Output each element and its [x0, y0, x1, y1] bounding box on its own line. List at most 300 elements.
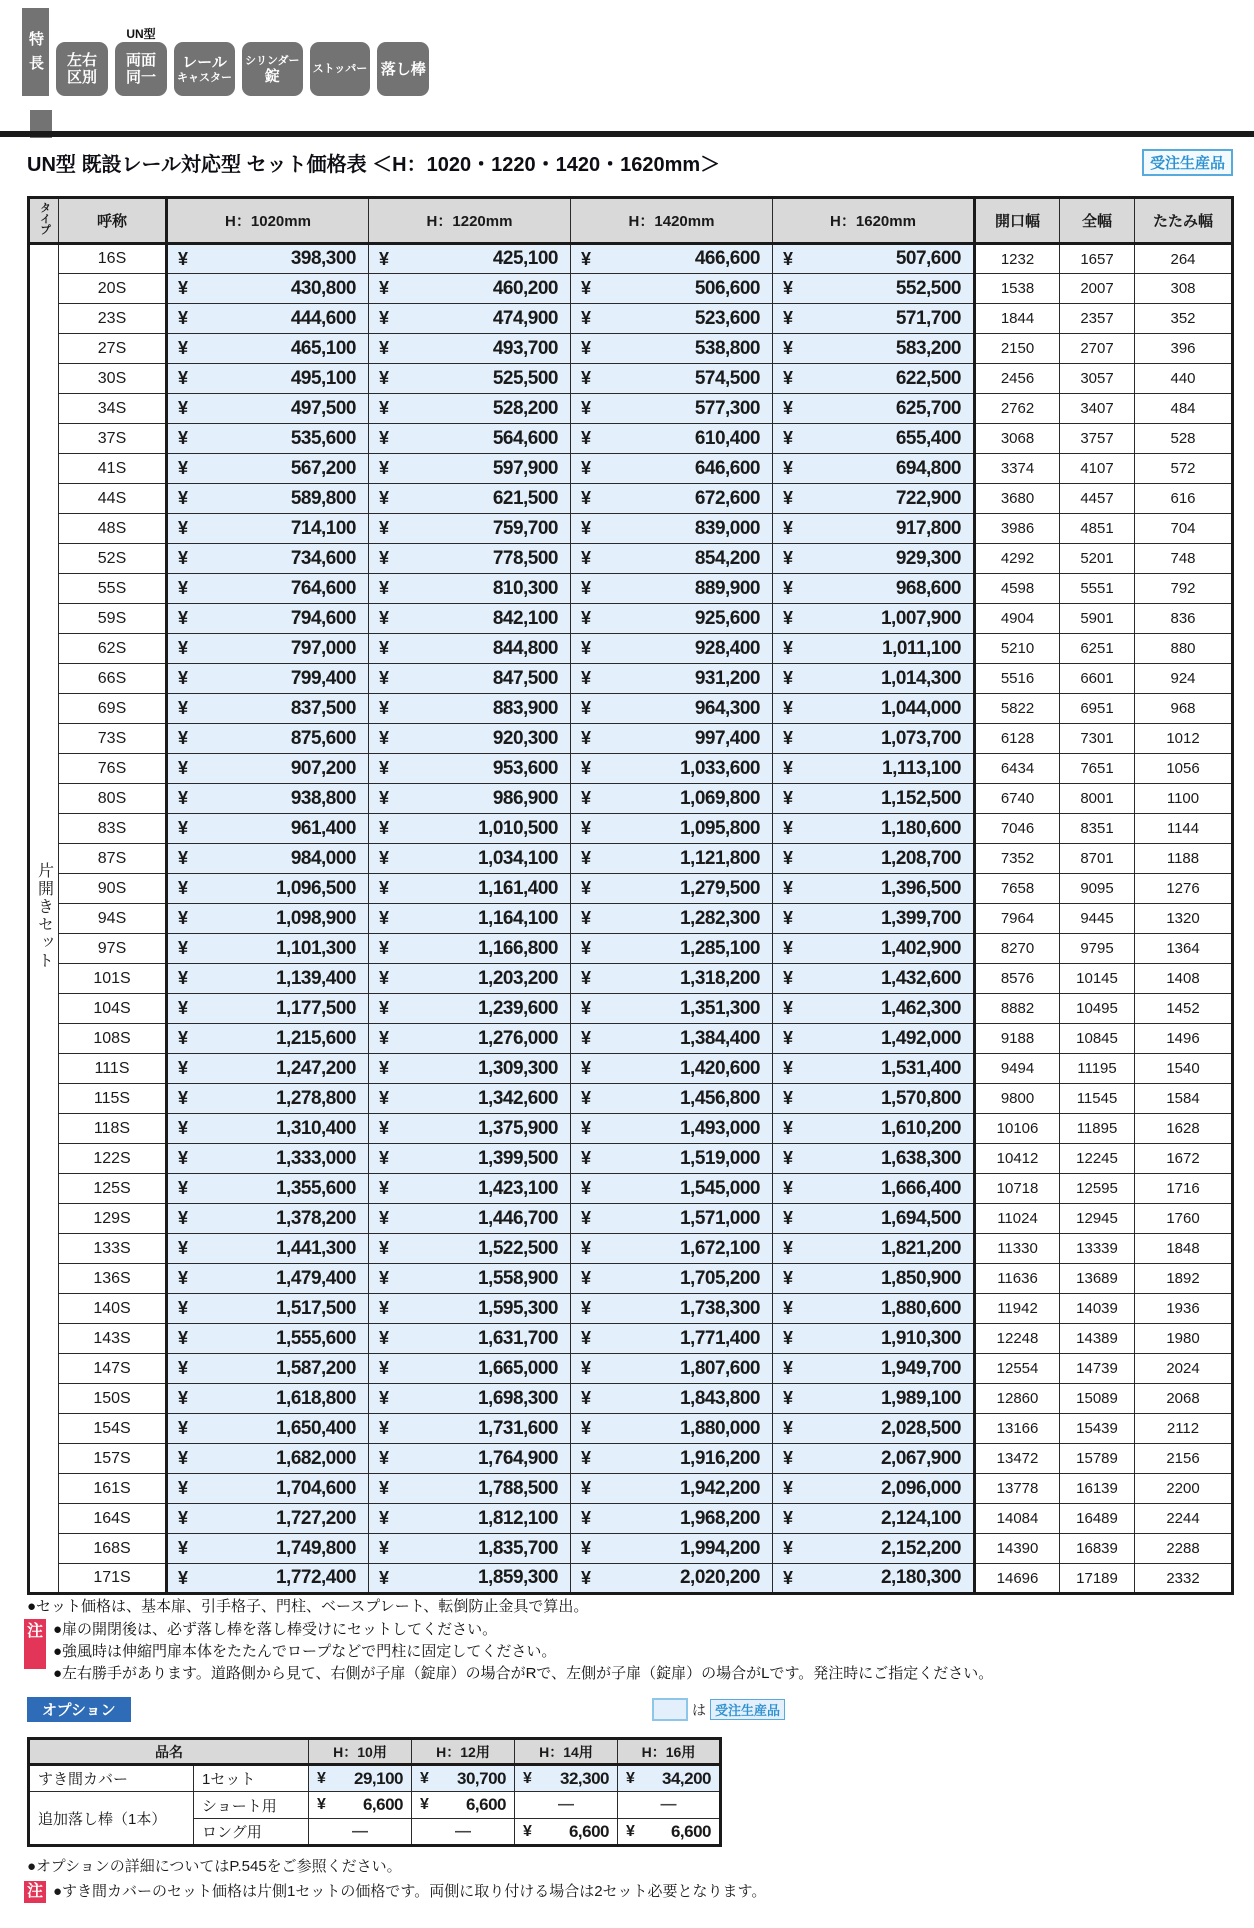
price-amount: 1,880,600 [880, 1297, 961, 1319]
price-cell [571, 844, 773, 874]
total-width: 9795 [1060, 934, 1135, 964]
price-cell [773, 1054, 975, 1084]
price-cell [773, 1114, 975, 1144]
model-name: 87S [59, 844, 167, 874]
yen-symbol: ¥ [581, 728, 592, 748]
price-amount: 1,215,600 [275, 1027, 356, 1049]
price-amount: 1,139,400 [275, 967, 356, 989]
price-cell [773, 1504, 975, 1534]
price-cell [167, 844, 369, 874]
price-row-164S [29, 1504, 1233, 1534]
price-cell [167, 694, 369, 724]
price-cell [571, 424, 773, 454]
price-amount: 1,375,900 [477, 1117, 558, 1139]
price-amount: 1,446,700 [477, 1207, 558, 1229]
yen-symbol: ¥ [581, 368, 592, 388]
price-row-157S [29, 1444, 1233, 1474]
model-name: 23S [59, 304, 167, 334]
yen-symbol: ¥ [783, 608, 794, 628]
model-name: 129S [59, 1204, 167, 1234]
price-amount: 622,500 [895, 367, 961, 389]
price-row-90S [29, 874, 1233, 904]
price-amount: 847,500 [492, 667, 558, 689]
fold-width: 1672 [1135, 1144, 1233, 1174]
model-name: 140S [59, 1294, 167, 1324]
col-header-h10: H：10用 [309, 1739, 412, 1765]
caution-line: ●扉の開閉後は、必ず落し棒を落し棒受けにセットしてください。 [53, 1621, 498, 1638]
yen-symbol: ¥ [379, 818, 390, 838]
price-amount: 1,666,400 [880, 1177, 961, 1199]
price-cell [167, 1474, 369, 1504]
price-amount: 1,069,800 [679, 787, 760, 809]
price-amount: 655,400 [895, 427, 961, 449]
total-width: 8001 [1060, 784, 1135, 814]
price-amount: 1,638,300 [880, 1147, 961, 1169]
model-name: 20S [59, 274, 167, 304]
price-row-111S [29, 1054, 1233, 1084]
open-width: 13472 [975, 1444, 1060, 1474]
model-name: 55S [59, 574, 167, 604]
open-width: 11330 [975, 1234, 1060, 1264]
price-cell [167, 334, 369, 364]
price-cell [571, 964, 773, 994]
yen-symbol: ¥ [178, 1268, 189, 1288]
open-width: 5210 [975, 634, 1060, 664]
total-width: 6951 [1060, 694, 1135, 724]
price-row-34S [29, 394, 1233, 424]
price-amount: 1,309,300 [477, 1057, 558, 1079]
yen-symbol: ¥ [178, 608, 189, 628]
yen-symbol: ¥ [581, 1328, 592, 1348]
model-name: 164S [59, 1504, 167, 1534]
price-row-37S [29, 424, 1233, 454]
price-row-104S [29, 994, 1233, 1024]
price-cell [618, 1819, 721, 1846]
col-header-fold-width: たたみ幅 [1135, 198, 1233, 244]
price-row-41S [29, 454, 1233, 484]
price-row-76S [29, 754, 1233, 784]
price-amount: 953,600 [492, 757, 558, 779]
price-cell [369, 814, 571, 844]
price-row-23S [29, 304, 1233, 334]
fold-width: 1012 [1135, 724, 1233, 754]
fold-width: 1452 [1135, 994, 1233, 1024]
fold-width: 1276 [1135, 874, 1233, 904]
yen-symbol: ¥ [783, 248, 794, 269]
price-amount: 577,300 [694, 397, 760, 419]
fold-width: 1980 [1135, 1324, 1233, 1354]
price-amount: 1,378,200 [275, 1207, 356, 1229]
yen-symbol: ¥ [379, 998, 390, 1018]
yen-symbol: ¥ [178, 1238, 189, 1258]
yen-symbol: ¥ [783, 1088, 794, 1108]
yen-symbol: ¥ [581, 248, 592, 269]
yen-symbol: ¥ [783, 758, 794, 778]
price-cell [369, 1264, 571, 1294]
price-amount: 465,100 [290, 337, 356, 359]
model-name: 34S [59, 394, 167, 424]
price-cell [369, 904, 571, 934]
price-cell [773, 334, 975, 364]
yen-symbol: ¥ [581, 1567, 592, 1588]
yen-symbol: ¥ [783, 1028, 794, 1048]
yen-symbol: ¥ [420, 1769, 429, 1787]
yen-symbol: ¥ [581, 1478, 592, 1498]
price-cell [571, 1354, 773, 1384]
model-name: 125S [59, 1174, 167, 1204]
options-badge: オプション [27, 1697, 131, 1722]
price-cell [167, 1504, 369, 1534]
model-name: 59S [59, 604, 167, 634]
open-width: 1232 [975, 244, 1060, 274]
price-cell [167, 1084, 369, 1114]
price-amount: 797,000 [290, 637, 356, 659]
yen-symbol: ¥ [783, 1298, 794, 1318]
open-width: 11942 [975, 1294, 1060, 1324]
feature-badge: ストッパー [310, 26, 371, 96]
model-name: 80S [59, 784, 167, 814]
yen-symbol: ¥ [581, 1448, 592, 1468]
price-cell [773, 364, 975, 394]
price-amount: 1,007,900 [880, 607, 961, 629]
price-cell [369, 1534, 571, 1564]
price-cell [773, 1384, 975, 1414]
price-cell [369, 394, 571, 424]
price-amount: 1,545,000 [679, 1177, 760, 1199]
price-cell [773, 454, 975, 484]
price-amount: 466,600 [694, 248, 760, 269]
yen-symbol: ¥ [178, 1058, 189, 1078]
yen-symbol: ¥ [783, 1567, 794, 1588]
price-amount: 646,600 [694, 457, 760, 479]
open-width: 3068 [975, 424, 1060, 454]
price-row-140S [29, 1294, 1233, 1324]
price-amount: 839,000 [694, 517, 760, 539]
col-header-open-width: 開口幅 [975, 198, 1060, 244]
price-cell [167, 364, 369, 394]
price-cell [167, 1444, 369, 1474]
price-amount: 444,600 [290, 307, 356, 329]
price-amount: 1,682,000 [275, 1447, 356, 1469]
yen-symbol: ¥ [178, 1538, 189, 1558]
yen-symbol: ¥ [581, 1268, 592, 1288]
made-to-order-legend [652, 1698, 785, 1721]
price-amount: 714,100 [290, 517, 356, 539]
price-amount: 425,100 [492, 248, 558, 269]
fold-width: 440 [1135, 364, 1233, 394]
total-width: 9445 [1060, 904, 1135, 934]
price-amount: 1,399,500 [477, 1147, 558, 1169]
price-cell [369, 1084, 571, 1114]
fold-width: 1144 [1135, 814, 1233, 844]
price-cell [309, 1765, 412, 1792]
price-cell [773, 484, 975, 514]
option-caution-line: ●すき間カバーのセット価格は片側1セットの価格です。両側に取り付ける場合は2セット必要となります。 [53, 1883, 767, 1900]
open-width: 1538 [975, 274, 1060, 304]
price-amount: 1,880,000 [679, 1417, 760, 1439]
yen-symbol: ¥ [379, 1238, 390, 1258]
total-width: 7651 [1060, 754, 1135, 784]
price-amount: 1,285,100 [679, 937, 760, 959]
price-amount: 1,731,600 [477, 1417, 558, 1439]
yen-symbol: ¥ [379, 1567, 390, 1588]
open-width: 12554 [975, 1354, 1060, 1384]
price-amount: 1,113,100 [882, 757, 961, 779]
price-amount: 497,500 [290, 397, 356, 419]
yen-symbol: ¥ [783, 968, 794, 988]
yen-symbol: ¥ [523, 1769, 532, 1787]
price-cell [773, 574, 975, 604]
price-amount: 1,910,300 [880, 1327, 961, 1349]
price-row-125S [29, 1174, 1233, 1204]
price-cell [369, 784, 571, 814]
fold-width: 1496 [1135, 1024, 1233, 1054]
price-amount: 842,100 [492, 607, 558, 629]
open-width: 13778 [975, 1474, 1060, 1504]
yen-symbol: ¥ [379, 248, 390, 269]
model-name: 150S [59, 1384, 167, 1414]
fold-width: 572 [1135, 454, 1233, 484]
yen-symbol: ¥ [581, 458, 592, 478]
total-width: 12245 [1060, 1144, 1135, 1174]
fold-width: 2244 [1135, 1504, 1233, 1534]
fold-width: 2024 [1135, 1354, 1233, 1384]
fold-width: 1628 [1135, 1114, 1233, 1144]
price-amount: 6,600 [568, 1821, 609, 1841]
price-table-header-row [29, 198, 1233, 244]
total-width: 5901 [1060, 604, 1135, 634]
fold-width: 1540 [1135, 1054, 1233, 1084]
feature-badge: 落し棒 [377, 26, 429, 96]
yen-symbol: ¥ [178, 1118, 189, 1138]
yen-symbol: ¥ [178, 578, 189, 598]
price-cell [369, 844, 571, 874]
price-amount: 1,282,300 [679, 907, 760, 929]
yen-symbol: ¥ [178, 278, 189, 298]
price-cell [369, 664, 571, 694]
open-width: 6434 [975, 754, 1060, 784]
yen-symbol: ¥ [379, 848, 390, 868]
yen-symbol: ¥ [581, 548, 592, 568]
price-cell [773, 814, 975, 844]
option-name: すき間カバー [29, 1765, 194, 1792]
yen-symbol: ¥ [178, 698, 189, 718]
model-name: 136S [59, 1264, 167, 1294]
open-width: 3374 [975, 454, 1060, 484]
total-width: 14739 [1060, 1354, 1135, 1384]
fold-width: 1760 [1135, 1204, 1233, 1234]
yen-symbol: ¥ [783, 1148, 794, 1168]
open-width: 2762 [975, 394, 1060, 424]
yen-symbol: ¥ [178, 248, 189, 269]
model-name: 143S [59, 1324, 167, 1354]
price-cell [369, 1174, 571, 1204]
total-width: 16489 [1060, 1504, 1135, 1534]
price-cell [773, 1294, 975, 1324]
price-row-147S [29, 1354, 1233, 1384]
price-amount: 1,850,900 [880, 1267, 961, 1289]
price-cell [167, 274, 369, 304]
total-width: 5551 [1060, 574, 1135, 604]
yen-symbol: ¥ [379, 548, 390, 568]
price-cell [167, 304, 369, 334]
price-cell [369, 304, 571, 334]
price-cell [369, 634, 571, 664]
fold-width: 1408 [1135, 964, 1233, 994]
open-width: 13166 [975, 1414, 1060, 1444]
yen-symbol: ¥ [783, 1328, 794, 1348]
open-width: 7964 [975, 904, 1060, 934]
model-name: 27S [59, 334, 167, 364]
model-name: 76S [59, 754, 167, 784]
price-amount: 1,705,200 [679, 1267, 760, 1289]
price-amount: 6,600 [362, 1795, 403, 1814]
total-width: 3757 [1060, 424, 1135, 454]
price-row-16S [29, 244, 1233, 274]
price-cell [369, 1444, 571, 1474]
total-width: 17189 [1060, 1564, 1135, 1594]
fold-width: 1100 [1135, 784, 1233, 814]
feature-badges [56, 26, 429, 96]
fold-width: 2156 [1135, 1444, 1233, 1474]
fold-width: 2200 [1135, 1474, 1233, 1504]
price-cell [167, 1024, 369, 1054]
open-width: 14390 [975, 1534, 1060, 1564]
yen-symbol: ¥ [178, 1028, 189, 1048]
price-amount: 430,800 [290, 277, 356, 299]
model-name: 30S [59, 364, 167, 394]
price-amount: 759,700 [492, 517, 558, 539]
price-cell [571, 334, 773, 364]
yen-symbol: ¥ [178, 758, 189, 778]
price-cell [369, 994, 571, 1024]
yen-symbol: ¥ [379, 1328, 390, 1348]
price-cell [369, 1354, 571, 1384]
price-row-136S [29, 1264, 1233, 1294]
price-amount: 525,500 [492, 367, 558, 389]
yen-symbol: ¥ [379, 908, 390, 928]
price-row-27S [29, 334, 1233, 364]
price-cell [167, 1204, 369, 1234]
legend-text: は [691, 1701, 706, 1718]
price-cell [167, 874, 369, 904]
fold-width: 924 [1135, 664, 1233, 694]
fold-width: 1056 [1135, 754, 1233, 784]
price-cell [167, 634, 369, 664]
price-cell [773, 1564, 975, 1594]
price-amount: 1,276,000 [477, 1027, 558, 1049]
yen-symbol: ¥ [379, 728, 390, 748]
yen-symbol: ¥ [379, 1178, 390, 1198]
price-amount: 672,600 [694, 487, 760, 509]
yen-symbol: ¥ [379, 458, 390, 478]
yen-symbol: ¥ [178, 848, 189, 868]
yen-symbol: ¥ [783, 1268, 794, 1288]
price-amount: 1,587,200 [275, 1357, 356, 1379]
price-cell [369, 1564, 571, 1594]
yen-symbol: ¥ [379, 1058, 390, 1078]
yen-symbol: ¥ [783, 1418, 794, 1438]
option-caution-group [24, 1881, 1239, 1903]
price-amount: 1,333,000 [275, 1147, 356, 1169]
price-cell [571, 1054, 773, 1084]
yen-symbol: ¥ [783, 938, 794, 958]
yen-symbol: ¥ [581, 998, 592, 1018]
yen-symbol: ¥ [379, 428, 390, 448]
model-name: 154S [59, 1414, 167, 1444]
price-cell [571, 874, 773, 904]
total-width: 2707 [1060, 334, 1135, 364]
yen-symbol: ¥ [379, 518, 390, 538]
yen-symbol: ¥ [783, 1118, 794, 1138]
price-amount: 694,800 [895, 457, 961, 479]
yen-symbol: ¥ [783, 308, 794, 328]
price-cell [167, 394, 369, 424]
model-name: 157S [59, 1444, 167, 1474]
yen-symbol: ¥ [783, 398, 794, 418]
price-cell [369, 544, 571, 574]
price-cell [773, 394, 975, 424]
price-row-80S [29, 784, 1233, 814]
price-amount: 1,399,700 [880, 907, 961, 929]
yen-symbol: ¥ [581, 878, 592, 898]
options-table-body [29, 1765, 721, 1846]
price-row-52S [29, 544, 1233, 574]
yen-symbol: ¥ [178, 428, 189, 448]
yen-symbol: ¥ [379, 1418, 390, 1438]
price-cell [773, 934, 975, 964]
price-cell [369, 364, 571, 394]
fold-width: 880 [1135, 634, 1233, 664]
yen-symbol: ¥ [178, 788, 189, 808]
yen-symbol: ¥ [178, 1508, 189, 1528]
price-cell [309, 1792, 412, 1819]
price-cell [167, 664, 369, 694]
yen-symbol: ¥ [379, 1358, 390, 1378]
yen-symbol: ¥ [379, 578, 390, 598]
options-notes [24, 1856, 1239, 1903]
price-row-133S [29, 1234, 1233, 1264]
price-amount: 1,650,400 [275, 1417, 356, 1439]
fold-width: 968 [1135, 694, 1233, 724]
total-width: 3407 [1060, 394, 1135, 424]
price-amount: 1,479,400 [275, 1267, 356, 1289]
yen-symbol: ¥ [178, 458, 189, 478]
yen-symbol: ¥ [379, 758, 390, 778]
fold-width: 396 [1135, 334, 1233, 364]
col-header-h1020: H：1020mm [167, 198, 369, 244]
yen-symbol: ¥ [178, 398, 189, 418]
yen-symbol: ¥ [379, 278, 390, 298]
total-width: 12945 [1060, 1204, 1135, 1234]
yen-symbol: ¥ [581, 338, 592, 358]
price-amount: 1,968,200 [679, 1507, 760, 1529]
yen-symbol: ¥ [581, 968, 592, 988]
total-width: 11545 [1060, 1084, 1135, 1114]
price-cell [167, 784, 369, 814]
price-amount: 1,355,600 [275, 1177, 356, 1199]
price-cell [773, 1324, 975, 1354]
yen-symbol: ¥ [178, 338, 189, 358]
price-row-168S [29, 1534, 1233, 1564]
total-width: 4851 [1060, 514, 1135, 544]
price-row-59S [29, 604, 1233, 634]
yen-symbol: ¥ [178, 1088, 189, 1108]
price-cell [369, 1414, 571, 1444]
price-row-150S [29, 1384, 1233, 1414]
no-price-dash: ― [309, 1819, 412, 1846]
yen-symbol: ¥ [178, 368, 189, 388]
